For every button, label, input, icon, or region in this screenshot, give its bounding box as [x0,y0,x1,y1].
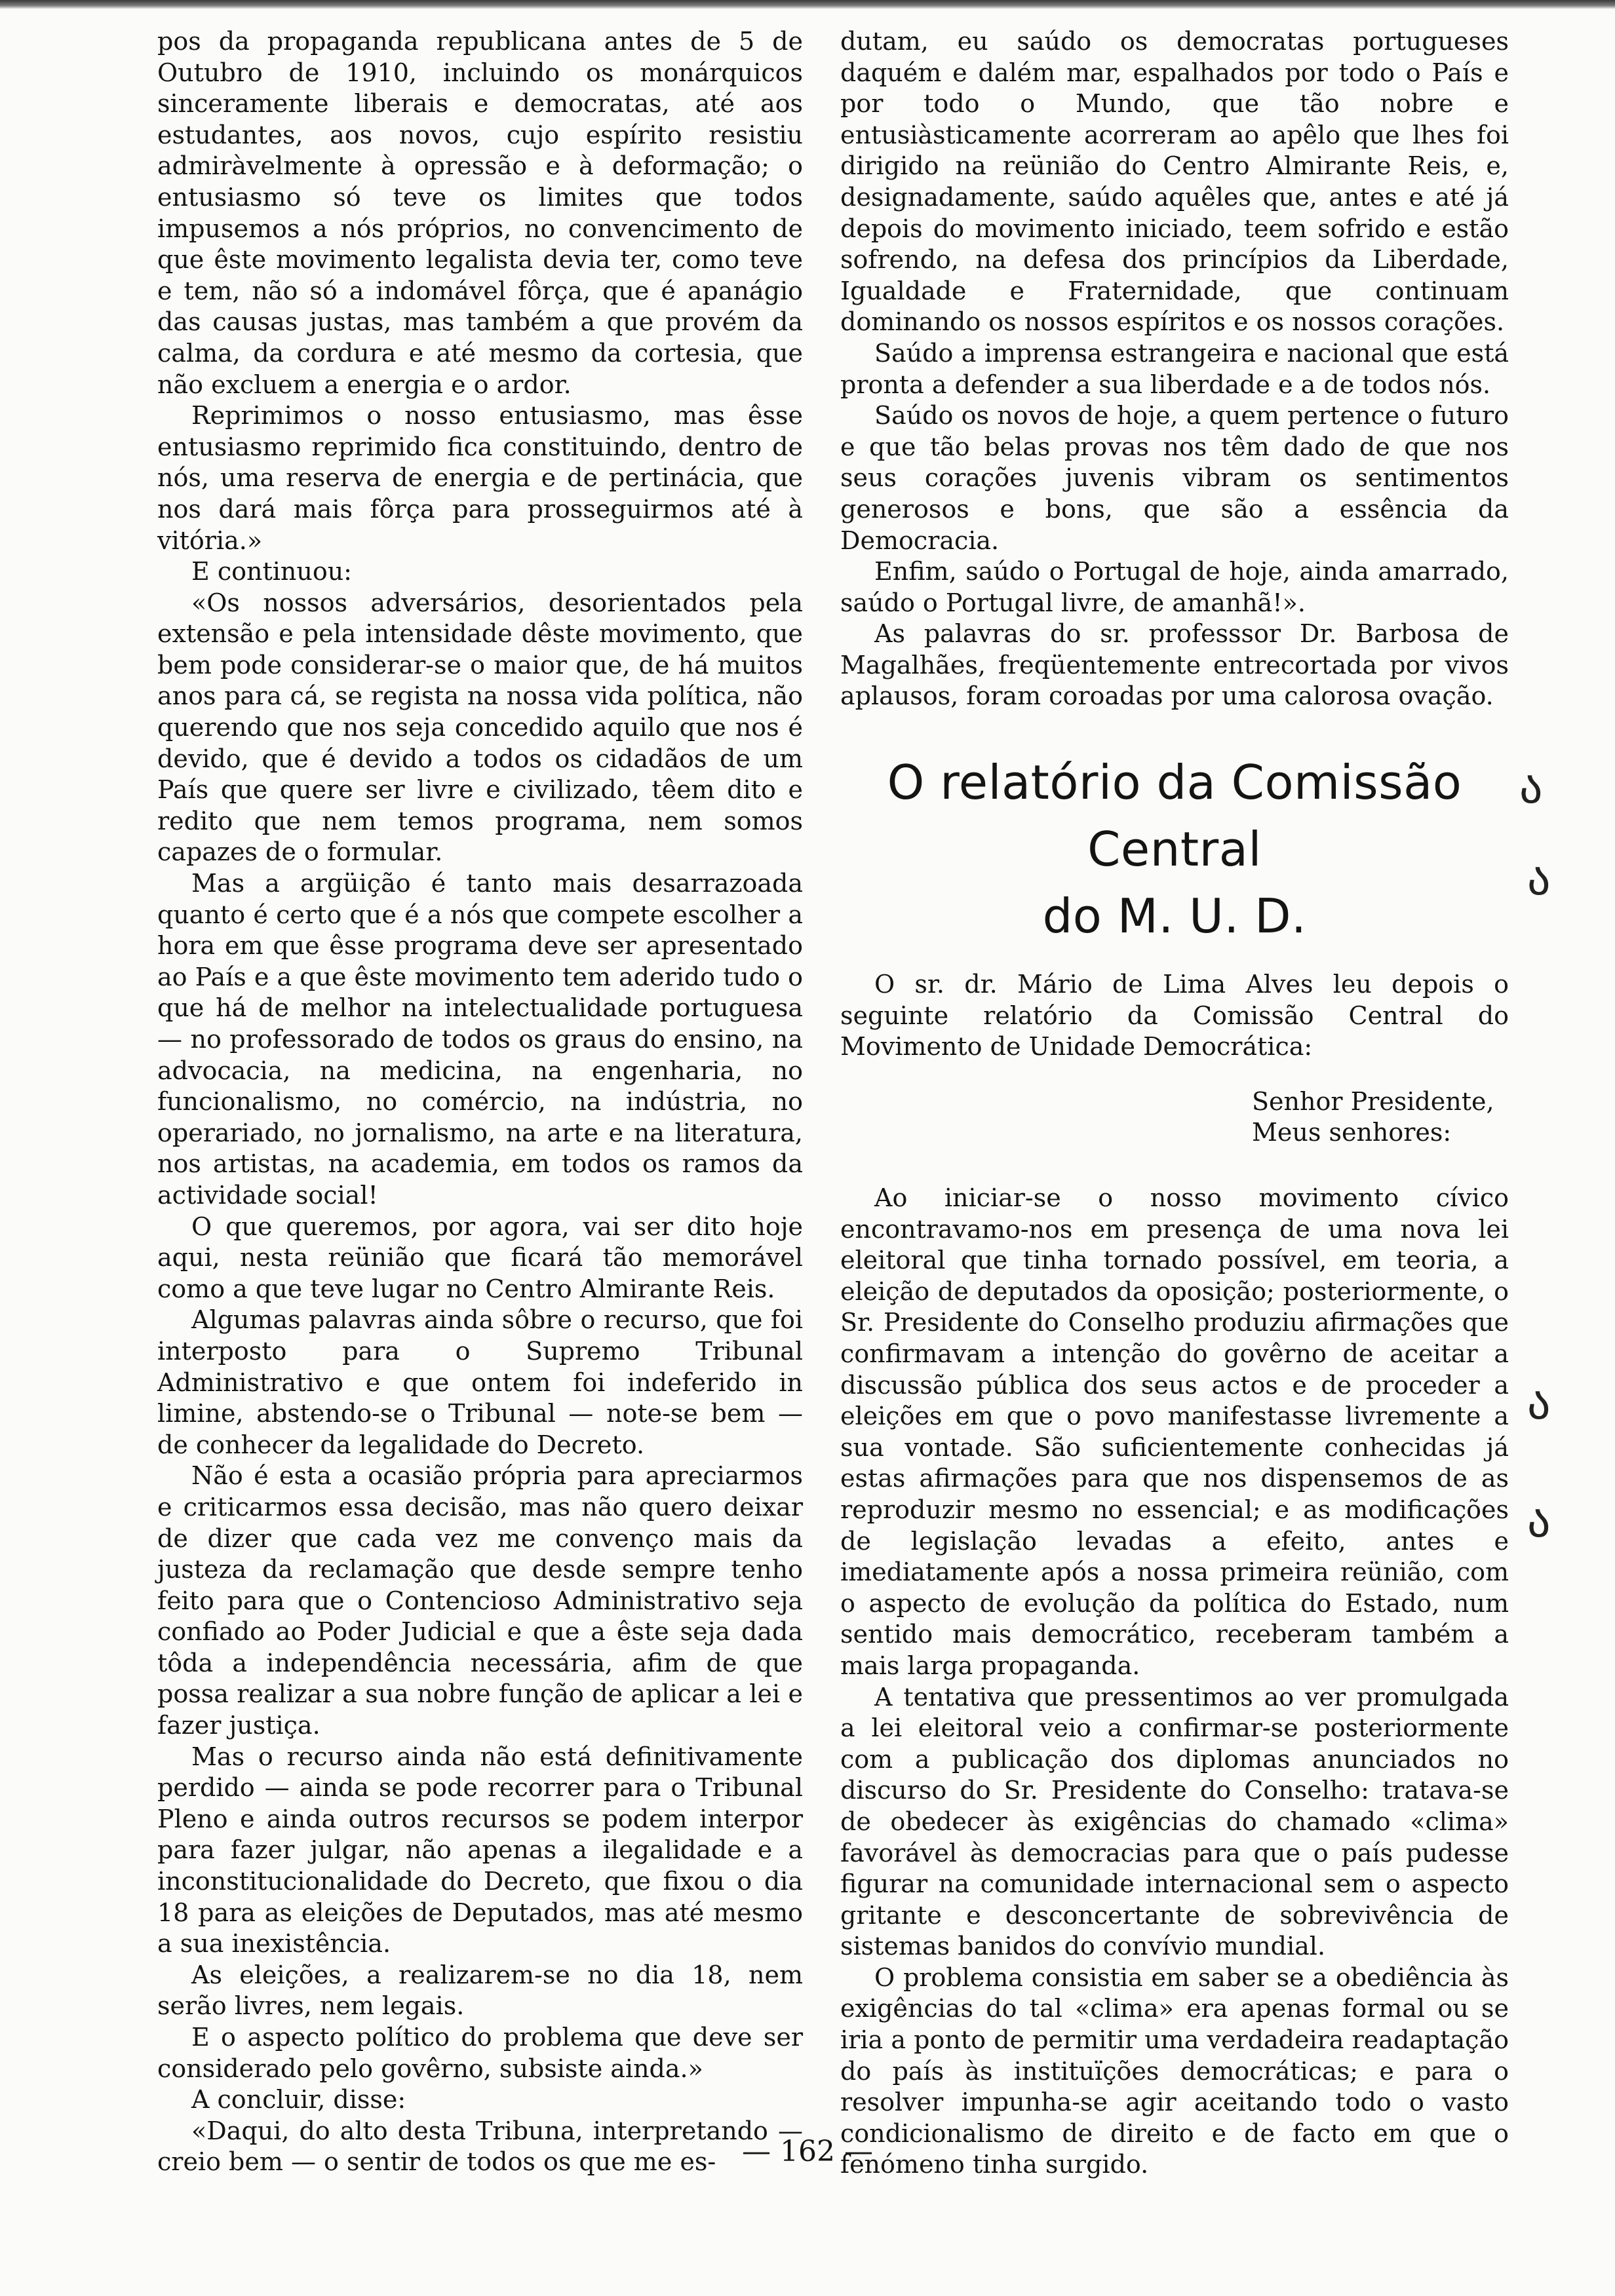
margin-mark: ა [1519,760,1543,814]
paragraph: Saúdo os novos de hoje, a quem pertence o futuro e que tão belas provas nos têm dado de que nos seus corações juvenis vibram os sentimentos generosos e bons, que são a essência da Democracia. [840,401,1509,555]
paragraph: pos da propaganda republicana antes de 5 de Outubro de 1910, incluindo os monárquicos sinceramente liberais e democratas, até aos estudantes, aos novos, cujo espírito resistiu admiràvelmente à opressão e à deformação; o entusiasmo só teve os limites que todos impusemos a nós próprios, no convencimento de que êste movimento legalista devia ter, como teve e tem, não só a indomável fôrça, que é apanágio das causas justas, mas também a que provém da calma, da cordura e até mesmo da cortesia, que não excluem a energia e o ardor. [157,27,803,399]
paragraph: Algumas palavras ainda sôbre o recurso, que foi interposto para o Supremo Tribunal Administrativo e que ontem foi indeferido in limine, abstendo-se o Tribunal — note-se bem — de conhecer da legalidade do Decreto. [157,1305,803,1459]
intro-paragraph: O sr. dr. Mário de Lima Alves leu depois o seguinte relatório da Comissão Central do Movimento de Unidade Democrática: [840,970,1509,1062]
top-border [0,0,1615,9]
section-heading-line: O relatório da Comissão Central [887,755,1462,877]
section-heading-line: do M. U. D. [1042,889,1307,944]
paragraph: Enfim, saúdo o Portugal de hoje, ainda amarrado, saúdo o Portugal livre, de amanhã!». [840,557,1509,617]
paragraph: Saúdo a imprensa estrangeira e nacional que está pronta a defender a sua liberdade e a de todos nós. [840,338,1509,399]
section-heading [840,749,1509,949]
paragraph: «Os nossos adversários, desorientados pela extensão e pela intensidade dêste movimento, que bem pode considerar-se o maior que, de há muitos anos para cá, se regista na nossa vida política, não querendo que nos seja concedido aquilo que nos é devido, que é devido a todos os cidadãos de um País que quere ser livre e civilizado, têem dito e redito que nem temos programa, nem somos capazes de o formular. [157,588,803,867]
right-column [840,26,1509,2181]
paragraph: Não é esta a ocasião própria para apreciarmos e criticarmos essa decisão, mas não quero deixar de dizer que cada vez me convenço mais da justeza da reclamação que desde sempre tenho feito para que o Contencioso Administrativo seja confiado ao Poder Judicial e que a êste seja dada tôda a independência necessária, afim de que possa realizar a sua nobre função de aplicar a lei e fazer justiça. [157,1461,803,1740]
margin-mark: ა [1527,1376,1551,1430]
page-number: — 162 — [742,2135,873,2168]
report-paragraph: A tentativa que pressentimos ao ver promulgada a lei eleitoral veio a confirmar-se posteriormente com a publicação dos diplomas anunciados no discurso do Sr. Presidente do Conselho: tratava-se de obedecer às exigências do chamado «clima» favorável às democracias para que o país pudesse figurar na comunidade internacional sem o aspecto gritante e desconcertante de sobrevivência de sistemas banidos do convívio mundial. [840,1682,1509,1961]
margin-mark: ა [1527,1494,1551,1548]
salutation-line: Senhor Presidente, [1252,1086,1494,1116]
salutation-line: Meus senhores: [1252,1118,1452,1147]
paragraph: As eleições, a realizarem-se no dia 18, nem serão livres, nem legais. [157,1960,803,2021]
paragraph: dutam, eu saúdo os democratas portugueses daquém e dalém mar, espalhados por todo o País e por todo o Mundo, que tão nobre e entusiàsticamente acorreram ao apêlo que lhes foi dirigido na reünião do Centro Almirante Reis, e, designadamente, saúdo aquêles que, antes e até já depois do movimento iniciado, teem sofrido e estão sofrendo, na defesa dos princípios da Liberdade, Igualdade e Fraternidade, que continuam dominando os nossos espíritos e os nossos corações. [840,27,1509,337]
report-paragraph: Ao iniciar-se o nosso movimento cívico encontravamo-nos em presença de uma nova lei eleitoral que tinha tornado possível, em teoria, a eleição de deputados da oposição; posteriormente, o Sr. Presidente do Conselho produziu afirmações que confirmavam a intenção do govêrno de aceitar a discussão pública dos seus actos e de proceder a eleições em que o povo manifestasse livremente a sua vontade. São suficientemente conhecidas já estas afirmações para que nos dispensemos de as reproduzir mesmo no essencial; e as modificações de legislação levadas a efeito, antes e imediatamente após a nossa primeira reünião, com o aspecto de evolução da política do Estado, num sentido mais democrático, receberam também a mais larga propaganda. [840,1183,1509,1680]
paragraph: E o aspecto político do problema que deve ser considerado pelo govêrno, subsiste ainda.» [157,2023,803,2083]
salutation [840,1086,1509,1149]
paragraph: Mas o recurso ainda não está definitivamente perdido — ainda se pode recorrer para o Tribunal Pleno e ainda outros recursos se podem interpor para fazer julgar, não apenas a ilegalidade e a inconstitucionalidade do Decreto, que fixou o dia 18 para as eleições de Deputados, mas até mesmo a sua inexistência. [157,1742,803,1959]
paragraph: Mas a argüição é tanto mais desarrazoada quanto é certo que é a nós que compete escolher a hora em que êsse programa deve ser apresentado ao País e a que êste movimento tem aderido tudo o que há de melhor na intelectualidade portuguesa — no professorado de todos os graus do ensino, na advocacia, na medicina, na engenharia, no funcionalismo, no comércio, na indústria, no operariado, no jornalismo, na arte e na literatura, nos artistas, na academia, em todos os ramos da actividade social! [157,869,803,1210]
paragraph: Reprimimos o nosso entusiasmo, mas êsse entusiasmo reprimido fica constituindo, dentro de nós, uma reserva de energia e de pertinácia, que nos dará mais fôrça para prosseguirmos até à vitória.» [157,401,803,555]
paragraph: «Daqui, do alto desta Tribuna, interpretando — creio bem — o sentir de todos os que me es- [157,2116,803,2177]
left-column [157,26,803,2178]
report-paragraph: O problema consistia em saber se a obediência às exigências do tal «clima» era apenas formal ou se iria a ponto de permitir uma verdadeira readaptação do país às instituïções democráticas; e para o resolver impunha-se agir aceitando todo o vasto condicionalismo de direito e de facto em que o fenómeno tinha surgido. [840,1962,1509,2179]
margin-mark: ა [1527,852,1551,906]
paragraph: O que queremos, por agora, vai ser dito hoje aqui, nesta reünião que ficará tão memorável como a que teve lugar no Centro Almirante Reis. [157,1212,803,1303]
paragraph: E continuou: [191,557,352,586]
paragraph: As palavras do sr. professsor Dr. Barbosa de Magalhães, freqüentemente entrecortada por vivos aplausos, foram coroadas por uma calorosa ovação. [840,619,1509,711]
paragraph: A concluir, disse: [191,2085,406,2114]
